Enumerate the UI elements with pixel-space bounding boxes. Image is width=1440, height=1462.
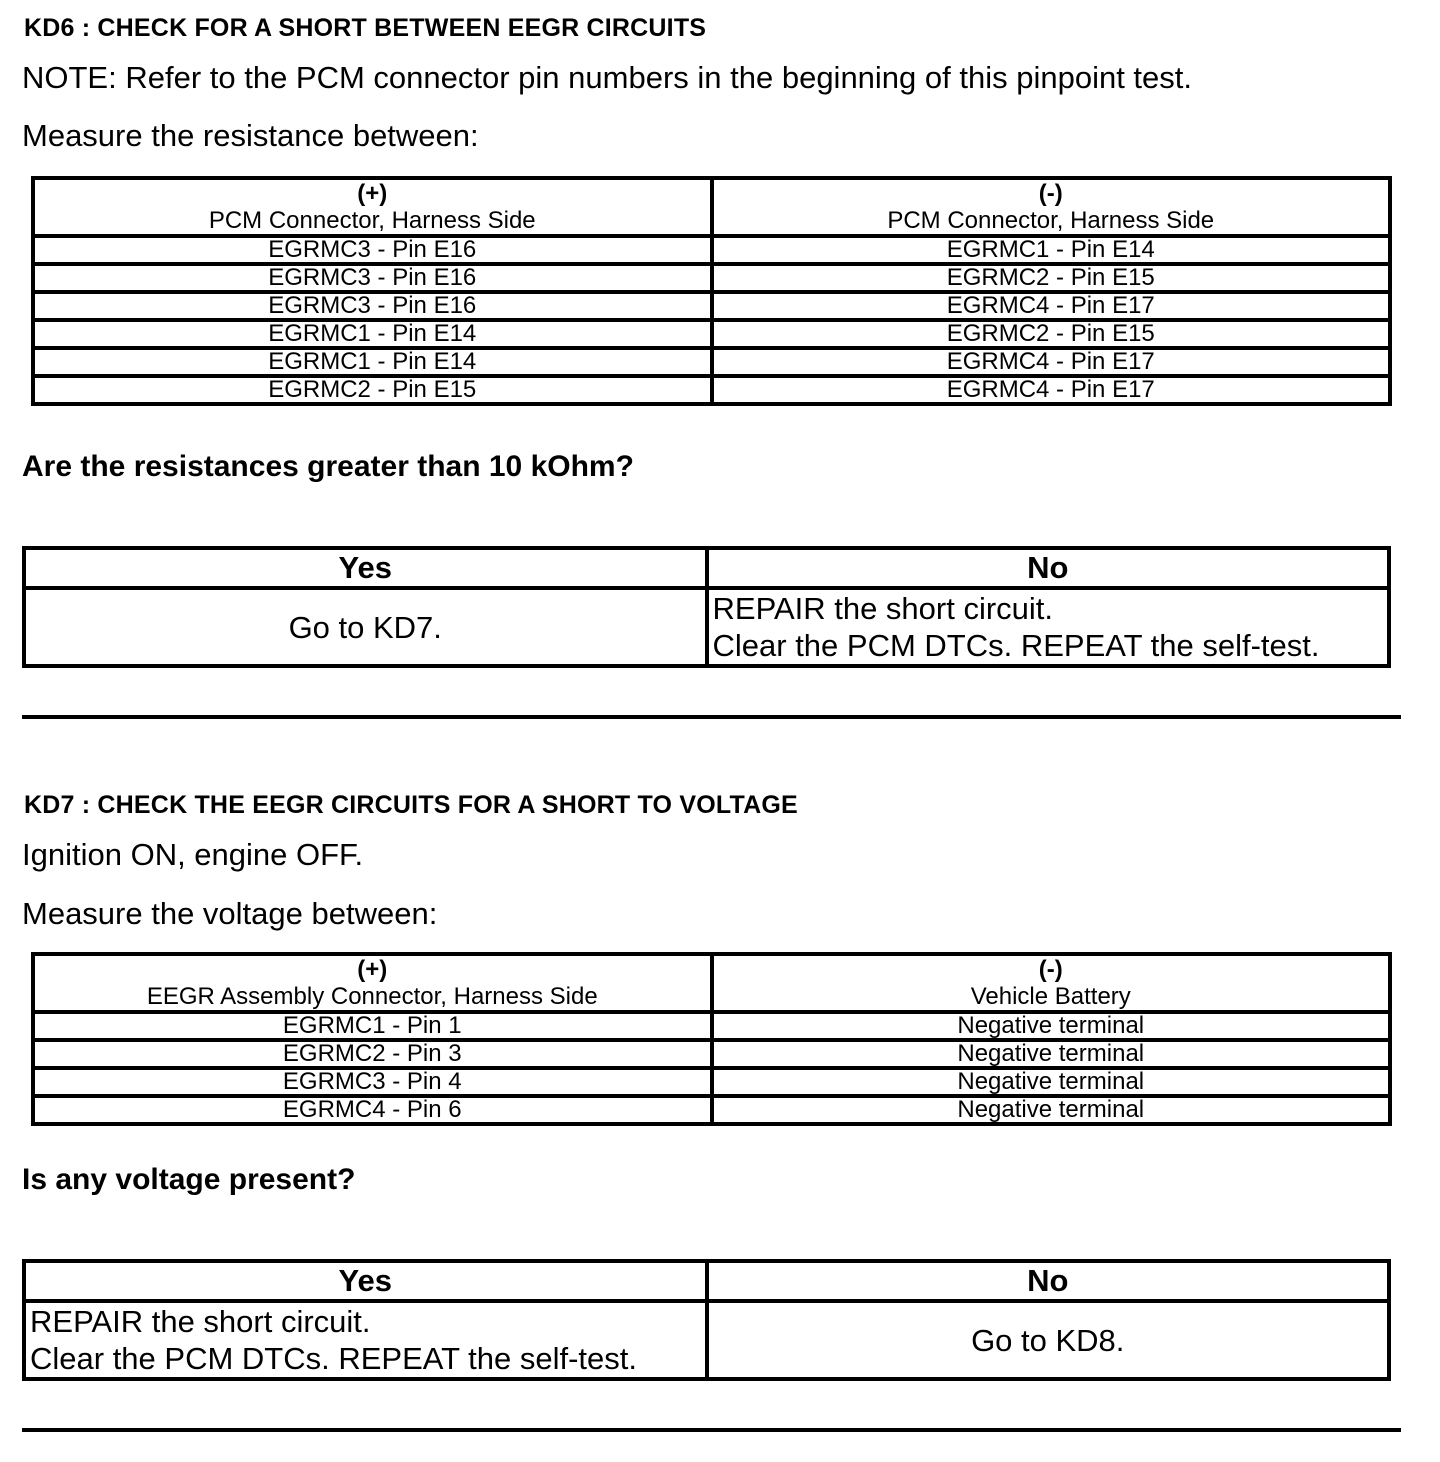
table-row bbox=[33, 320, 1390, 348]
yes-action bbox=[24, 1301, 707, 1379]
table-row bbox=[33, 292, 1390, 320]
yes-action-line: REPAIR the short circuit. bbox=[30, 1304, 371, 1339]
no-action bbox=[707, 1301, 1390, 1379]
positive-sign: (+) bbox=[357, 956, 388, 983]
negative-cell: Negative terminal bbox=[712, 1040, 1391, 1068]
kd7-instruction: Measure the voltage between: bbox=[22, 896, 438, 931]
negative-cell: EGRMC4 - Pin E17 bbox=[712, 348, 1391, 376]
yes-header: Yes bbox=[24, 548, 707, 588]
positive-cell: EGRMC4 - Pin 6 bbox=[33, 1096, 712, 1124]
negative-cell: Negative terminal bbox=[712, 1012, 1391, 1040]
negative-cell: EGRMC2 - Pin E15 bbox=[712, 320, 1391, 348]
kd7-header-positive bbox=[33, 954, 712, 1012]
table-row bbox=[33, 236, 1390, 264]
negative-cell: EGRMC2 - Pin E15 bbox=[712, 264, 1391, 292]
table-row bbox=[33, 264, 1390, 292]
no-header: No bbox=[707, 1261, 1390, 1301]
positive-cell: EGRMC1 - Pin E14 bbox=[33, 348, 712, 376]
positive-cell: EGRMC2 - Pin E15 bbox=[33, 376, 712, 404]
no-action bbox=[707, 588, 1390, 666]
table-row bbox=[33, 1012, 1390, 1040]
kd6-decision-table bbox=[22, 546, 1391, 668]
table-row bbox=[33, 376, 1390, 404]
yes-action-line: Clear the PCM DTCs. REPEAT the self-test. bbox=[30, 1341, 637, 1376]
negative-cell: EGRMC4 - Pin E17 bbox=[712, 292, 1391, 320]
table-row bbox=[33, 1040, 1390, 1068]
negative-cell: EGRMC4 - Pin E17 bbox=[712, 376, 1391, 404]
positive-cell: EGRMC3 - Pin E16 bbox=[33, 236, 712, 264]
kd7-question: Is any voltage present? bbox=[22, 1163, 356, 1196]
kd7-decision-table bbox=[22, 1259, 1391, 1381]
positive-sign: (+) bbox=[357, 180, 388, 207]
table-row bbox=[33, 348, 1390, 376]
section-divider bbox=[22, 1428, 1401, 1432]
negative-cell: Negative terminal bbox=[712, 1096, 1391, 1124]
no-action-line: Go to KD8. bbox=[971, 1322, 1125, 1358]
kd6-title: KD6 : CHECK FOR A SHORT BETWEEN EEGR CIRCUITS bbox=[24, 14, 707, 42]
positive-cell: EGRMC2 - Pin 3 bbox=[33, 1040, 712, 1068]
positive-cell: EGRMC3 - Pin E16 bbox=[33, 264, 712, 292]
kd6-question: Are the resistances greater than 10 kOhm? bbox=[22, 450, 634, 483]
kd6-instruction: Measure the resistance between: bbox=[22, 118, 479, 153]
negative-cell: EGRMC1 - Pin E14 bbox=[712, 236, 1391, 264]
yes-header: Yes bbox=[24, 1261, 707, 1301]
kd6-header-negative bbox=[712, 178, 1391, 236]
negative-sign: (-) bbox=[1038, 956, 1063, 983]
positive-cell: EGRMC3 - Pin E16 bbox=[33, 292, 712, 320]
positive-cell: EGRMC1 - Pin E14 bbox=[33, 320, 712, 348]
header-label: PCM Connector, Harness Side bbox=[887, 207, 1215, 234]
header-label: PCM Connector, Harness Side bbox=[208, 207, 536, 234]
no-action-line: Clear the PCM DTCs. REPEAT the self-test. bbox=[712, 628, 1320, 663]
no-action-line: REPAIR the short circuit. bbox=[712, 591, 1054, 626]
kd6-resistance-table bbox=[31, 176, 1392, 406]
kd7-condition: Ignition ON, engine OFF. bbox=[22, 837, 364, 872]
section-divider bbox=[22, 715, 1401, 719]
positive-cell: EGRMC3 - Pin 4 bbox=[33, 1068, 712, 1096]
kd7-title: KD7 : CHECK THE EEGR CIRCUITS FOR A SHORT TO VOLTAGE bbox=[24, 791, 798, 819]
yes-action-line: Go to KD7. bbox=[288, 609, 442, 645]
kd7-header-negative bbox=[712, 954, 1391, 1012]
kd6-header-positive bbox=[33, 178, 712, 236]
negative-sign: (-) bbox=[1038, 180, 1063, 207]
no-header: No bbox=[707, 548, 1390, 588]
header-label: EEGR Assembly Connector, Harness Side bbox=[146, 983, 598, 1010]
table-row bbox=[33, 1068, 1390, 1096]
positive-cell: EGRMC1 - Pin 1 bbox=[33, 1012, 712, 1040]
header-label: Vehicle Battery bbox=[970, 983, 1131, 1010]
yes-action bbox=[24, 588, 707, 666]
negative-cell: Negative terminal bbox=[712, 1068, 1391, 1096]
table-row bbox=[33, 1096, 1390, 1124]
kd6-note: NOTE: Refer to the PCM connector pin numbers in the beginning of this pinpoint test. bbox=[22, 60, 1193, 95]
kd7-voltage-table bbox=[31, 952, 1392, 1126]
